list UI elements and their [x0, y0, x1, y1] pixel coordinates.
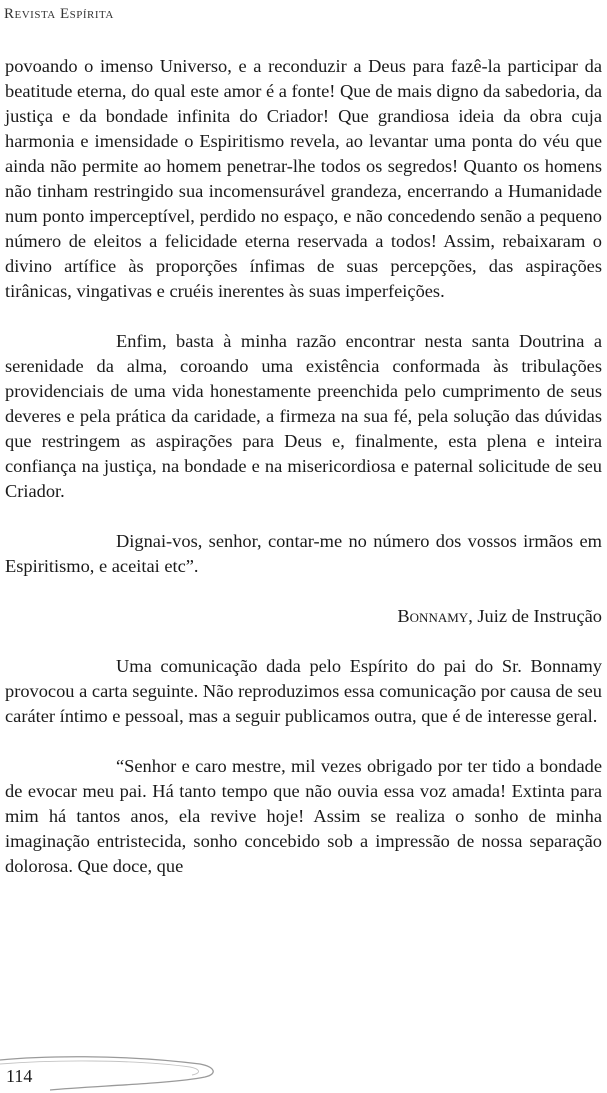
paragraph: Enfim, basta à minha razão encontrar nesta santa Doutrina a serenidade da alma, coroando uma existência conformada às tribulações providenciais de uma vida honestamente preenchida pelo cumprimento de seus deveres e pela prática da caridade, a firmeza na sua fé, pela solução das dúvidas que restringem as aspirações para Deus e, finalmente, esta plena e inteira confiança na justiça, na bondade e na misericordiosa e paternal solicitude de seu Criador.	[5, 331, 602, 501]
paragraph-closing: Dignai-vos, senhor, contar-me no número dos vossos irmãos em Espiritismo, e aceitai etc”.	[5, 531, 602, 576]
signature-name: Bonnamy	[397, 606, 469, 626]
body-text	[5, 54, 602, 879]
page-number: 114	[6, 1066, 33, 1086]
footer-swoosh-ornament	[0, 1050, 607, 1093]
signature	[5, 604, 602, 629]
paragraph: Uma comunicação dada pelo Espírito do pai do Sr. Bonnamy provocou a carta seguinte. Não reproduzimos essa comunicação por causa de seu caráter íntimo e pessoal, mas a seguir publicamos outra, que é de interesse geral.	[5, 656, 602, 726]
page-footer	[0, 1050, 607, 1093]
running-head: Revista Espírita	[4, 6, 114, 22]
paragraph-continuation: povoando o imenso Universo, e a reconduzir a Deus para fazê-la participar da beatitude eterna, do qual este amor é a fonte! Que de mais digno da sabedoria, da justiça e da bondade infinita do Criador! Que grandiosa ideia da obra cuja harmonia e imensidade o Espiritismo revela, ao levantar uma ponta do véu que ainda não permite ao homem penetrar-lhe todos os segredos! Quanto os homens não tinham restringido sua incomensurável grandeza, encerrando a Humanidade num ponto imperceptível, perdido no espaço, e não concedendo senão a pequeno número de eleitos a felicidade eterna reservada a todos! Assim, rebaixaram o divino artífice às proporções ínfimas de suas percepções, das aspirações tirânicas, vingativas e cruéis inerentes às suas imperfeições.	[5, 56, 602, 301]
paragraph-letter: “Senhor e caro mestre, mil vezes obrigado por ter tido a bondade de evocar meu pai. Há tanto tempo que não ouvia essa voz amada! Extinta para mim há tantos anos, ela revive hoje! Assim se realiza o sonho de minha imaginação entristecida, sonho concebido sob a impressão de nossa separação dolorosa. Que doce, que	[5, 756, 602, 876]
signature-title: , Juiz de Instrução	[468, 606, 602, 626]
